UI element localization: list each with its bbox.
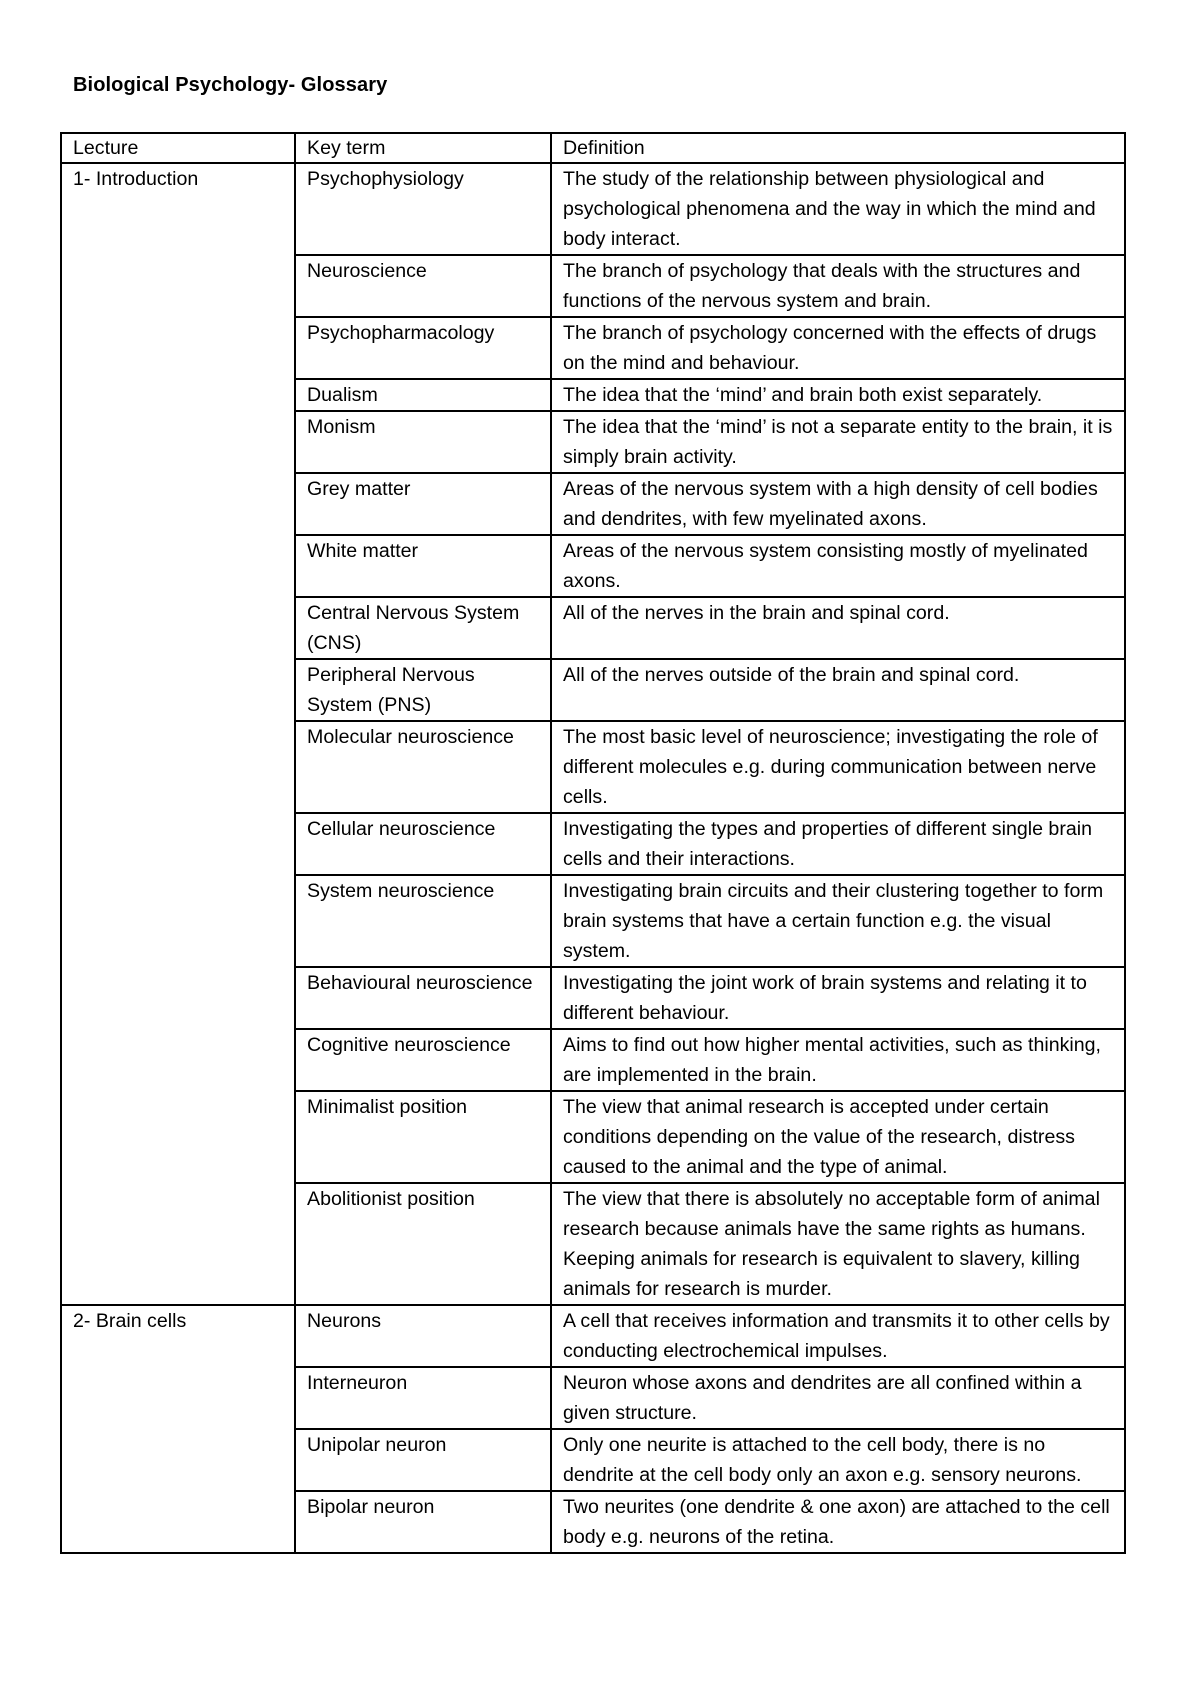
key-term-cell: Interneuron xyxy=(295,1367,551,1429)
key-term-cell: Cellular neuroscience xyxy=(295,813,551,875)
key-term-cell: Bipolar neuron xyxy=(295,1491,551,1553)
definition-cell: Only one neurite is attached to the cell body, there is no dendrite at the cell body only an axon e.g. sensory neurons. xyxy=(551,1429,1125,1491)
definition-cell: The study of the relationship between physiological and psychological phenomena and the way in which the mind and body interact. xyxy=(551,163,1125,255)
lecture-cell: 1- Introduction xyxy=(61,163,295,1305)
header-definition: Definition xyxy=(551,133,1125,163)
definition-cell: All of the nerves outside of the brain and spinal cord. xyxy=(551,659,1125,721)
glossary-table xyxy=(60,132,1126,1554)
definition-cell: All of the nerves in the brain and spinal cord. xyxy=(551,597,1125,659)
glossary-table-body xyxy=(61,163,1125,1553)
definition-cell: The branch of psychology that deals with the structures and functions of the nervous system and brain. xyxy=(551,255,1125,317)
key-term-cell: Peripheral Nervous System (PNS) xyxy=(295,659,551,721)
key-term-cell: Central Nervous System (CNS) xyxy=(295,597,551,659)
glossary-table-header xyxy=(61,133,1125,163)
definition-cell: A cell that receives information and transmits it to other cells by conducting electrochemical impulses. xyxy=(551,1305,1125,1367)
document-title: Biological Psychology- Glossary xyxy=(73,74,388,96)
key-term-cell: Molecular neuroscience xyxy=(295,721,551,813)
definition-cell: Investigating the joint work of brain systems and relating it to different behaviour. xyxy=(551,967,1125,1029)
key-term-cell: Monism xyxy=(295,411,551,473)
header-row xyxy=(61,133,1125,163)
definition-cell: The view that there is absolutely no acceptable form of animal research because animals have the same rights as humans. Keeping animals for research is equivalent to slavery, killing animals for research is murder. xyxy=(551,1183,1125,1305)
key-term-cell: Unipolar neuron xyxy=(295,1429,551,1491)
definition-cell: The idea that the ‘mind’ is not a separate entity to the brain, it is simply brain activity. xyxy=(551,411,1125,473)
lecture-cell: 2- Brain cells xyxy=(61,1305,295,1553)
definition-cell: The idea that the ‘mind’ and brain both exist separately. xyxy=(551,379,1125,411)
key-term-cell: Dualism xyxy=(295,379,551,411)
table-row xyxy=(61,163,1125,255)
key-term-cell: Neuroscience xyxy=(295,255,551,317)
definition-cell: Investigating the types and properties of different single brain cells and their interactions. xyxy=(551,813,1125,875)
key-term-cell: Grey matter xyxy=(295,473,551,535)
key-term-cell: Abolitionist position xyxy=(295,1183,551,1305)
definition-cell: Two neurites (one dendrite & one axon) are attached to the cell body e.g. neurons of the retina. xyxy=(551,1491,1125,1553)
header-lecture: Lecture xyxy=(61,133,295,163)
key-term-cell: White matter xyxy=(295,535,551,597)
key-term-cell: Neurons xyxy=(295,1305,551,1367)
key-term-cell: Psychopharmacology xyxy=(295,317,551,379)
definition-cell: The most basic level of neuroscience; investigating the role of different molecules e.g. during communication between nerve cells. xyxy=(551,721,1125,813)
key-term-cell: Psychophysiology xyxy=(295,163,551,255)
definition-cell: The view that animal research is accepted under certain conditions depending on the value of the research, distress caused to the animal and the type of animal. xyxy=(551,1091,1125,1183)
header-key-term: Key term xyxy=(295,133,551,163)
key-term-cell: Cognitive neuroscience xyxy=(295,1029,551,1091)
definition-cell: Neuron whose axons and dendrites are all confined within a given structure. xyxy=(551,1367,1125,1429)
definition-cell: Areas of the nervous system consisting mostly of myelinated axons. xyxy=(551,535,1125,597)
definition-cell: Investigating brain circuits and their clustering together to form brain systems that have a certain function e.g. the visual system. xyxy=(551,875,1125,967)
table-row xyxy=(61,1305,1125,1367)
definition-cell: Areas of the nervous system with a high density of cell bodies and dendrites, with few myelinated axons. xyxy=(551,473,1125,535)
key-term-cell: Behavioural neuroscience xyxy=(295,967,551,1029)
definition-cell: The branch of psychology concerned with the effects of drugs on the mind and behaviour. xyxy=(551,317,1125,379)
key-term-cell: Minimalist position xyxy=(295,1091,551,1183)
key-term-cell: System neuroscience xyxy=(295,875,551,967)
definition-cell: Aims to find out how higher mental activities, such as thinking, are implemented in the brain. xyxy=(551,1029,1125,1091)
